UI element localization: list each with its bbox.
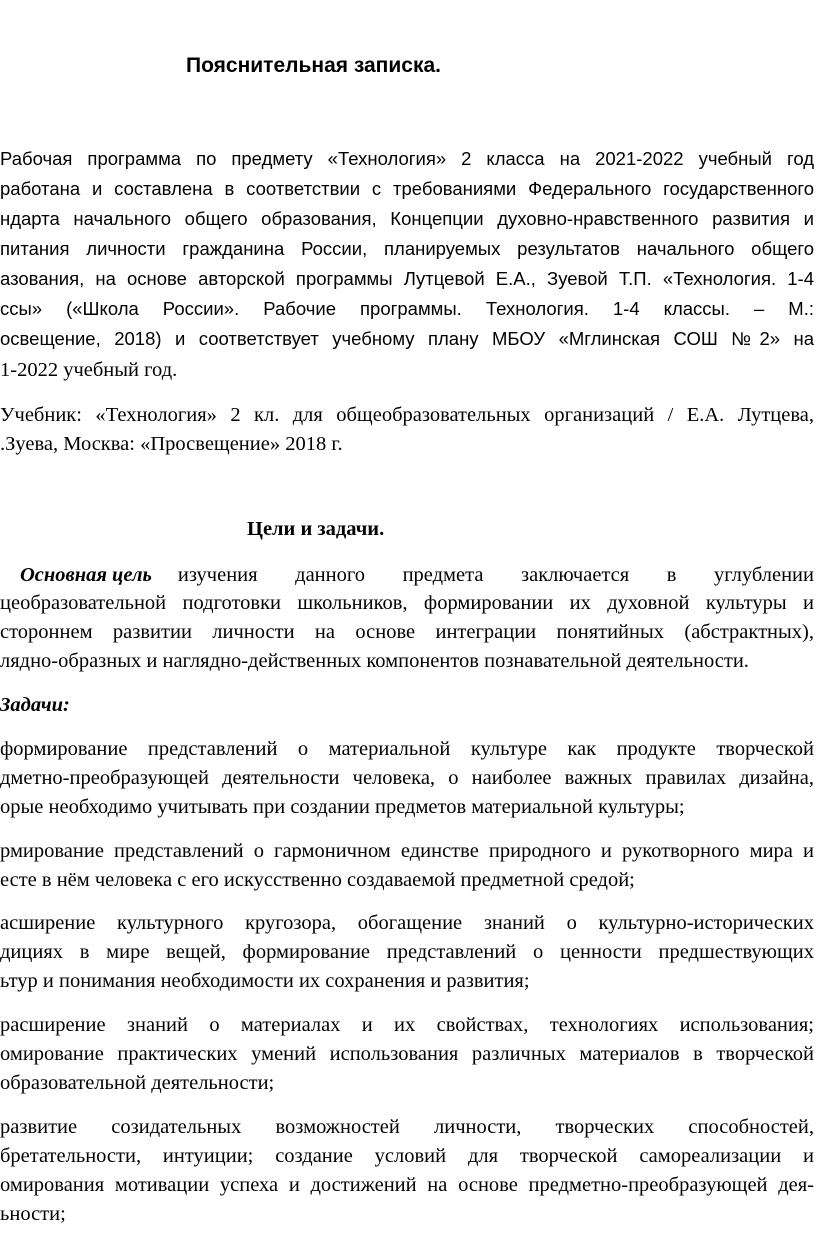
task-line: рмирование представлений о гармоничном единстве природного и рукотворного мира и [0, 840, 814, 862]
intro-line: ндарта начального общего образования, Концепции духовно-нравственного развития и [0, 208, 814, 229]
task-line: образовательной деятельности; [0, 1072, 275, 1094]
goal-line: цеобразовательной подготовки школьников, формировании их духовной культуры и [0, 592, 814, 614]
goal-line-rest: изучения данного предмета заключается в углублении [177, 564, 814, 586]
task-line: асширение культурного кругозора, обогащение знаний о культурно-исторических [0, 912, 814, 934]
goal-first-line [20, 563, 814, 587]
task-line: дициях в мире вещей, формирование представлений о ценности предшествующих [0, 941, 814, 963]
task-line: формирование представлений о материальной культуре как продукте творческой [0, 738, 814, 760]
task-line: бретательности, интуиции; создание условий для творческой самореализации и [0, 1145, 814, 1167]
page-title: Пояснительная записка. [186, 54, 441, 77]
task-line: омирование практических умений использования различных материалов в творческой [0, 1043, 814, 1065]
task-line: развитие созидательных возможностей личности, творческих способностей, [0, 1116, 814, 1138]
goal-lead: Основная цель [20, 564, 152, 586]
task-line: есте в нём человека с его искусственно создаваемой предметной средой; [0, 869, 635, 891]
intro-line: азования, на основе авторской программы Лутцевой Е.А., Зуевой Т.П. «Технология. 1-4 [0, 268, 814, 289]
intro-line: ссы» («Школа России». Рабочие программы. Технология. 1-4 классы. – М.: [0, 298, 814, 319]
task-line: расширение знаний о материалах и их свойствах, технологиях использования; [0, 1014, 814, 1036]
tasks-label: Задачи: [0, 694, 70, 716]
task-line: орые необходимо учитывать при создании предметов материальной культуры; [0, 796, 685, 818]
intro-line: работана и составлена в соответствии с требованиями Федерального государственного [0, 178, 814, 199]
task-line: омирования мотивации успеха и достижений на основе предметно-преобразующей дея- [0, 1174, 814, 1196]
textbook-line: Учебник: «Технология» 2 кл. для общеобразовательных организаций / Е.А. Лутцева, [0, 404, 814, 426]
goal-line: стороннем развитии личности на основе интеграции понятийных (абстрактных), [0, 621, 814, 643]
task-line: дметно-преобразующей деятельности человека, о наиболее важных правилах дизайна, [0, 767, 814, 789]
intro-line: питания личности гражданина России, планируемых результатов начального общего [0, 238, 814, 259]
intro-line: 1-2022 учебный год. [0, 359, 178, 381]
task-line: ьтур и понимания необходимости их сохранения и развития; [0, 970, 530, 992]
textbook-line: .Зуева, Москва: «Просвещение» 2018 г. [0, 433, 343, 455]
task-line: ьности; [0, 1203, 66, 1225]
intro-line: освещение, 2018) и соответствует учебному плану МБОУ «Мглинская СОШ №2» на [0, 328, 814, 349]
intro-line: Рабочая программа по предмету «Технология» 2 класса на 2021-2022 учебный год [0, 148, 814, 169]
goals-heading: Цели и задачи. [247, 518, 385, 540]
goal-line: лядно-образных и наглядно-действенных компонентов познавательной деятельности. [0, 650, 749, 672]
